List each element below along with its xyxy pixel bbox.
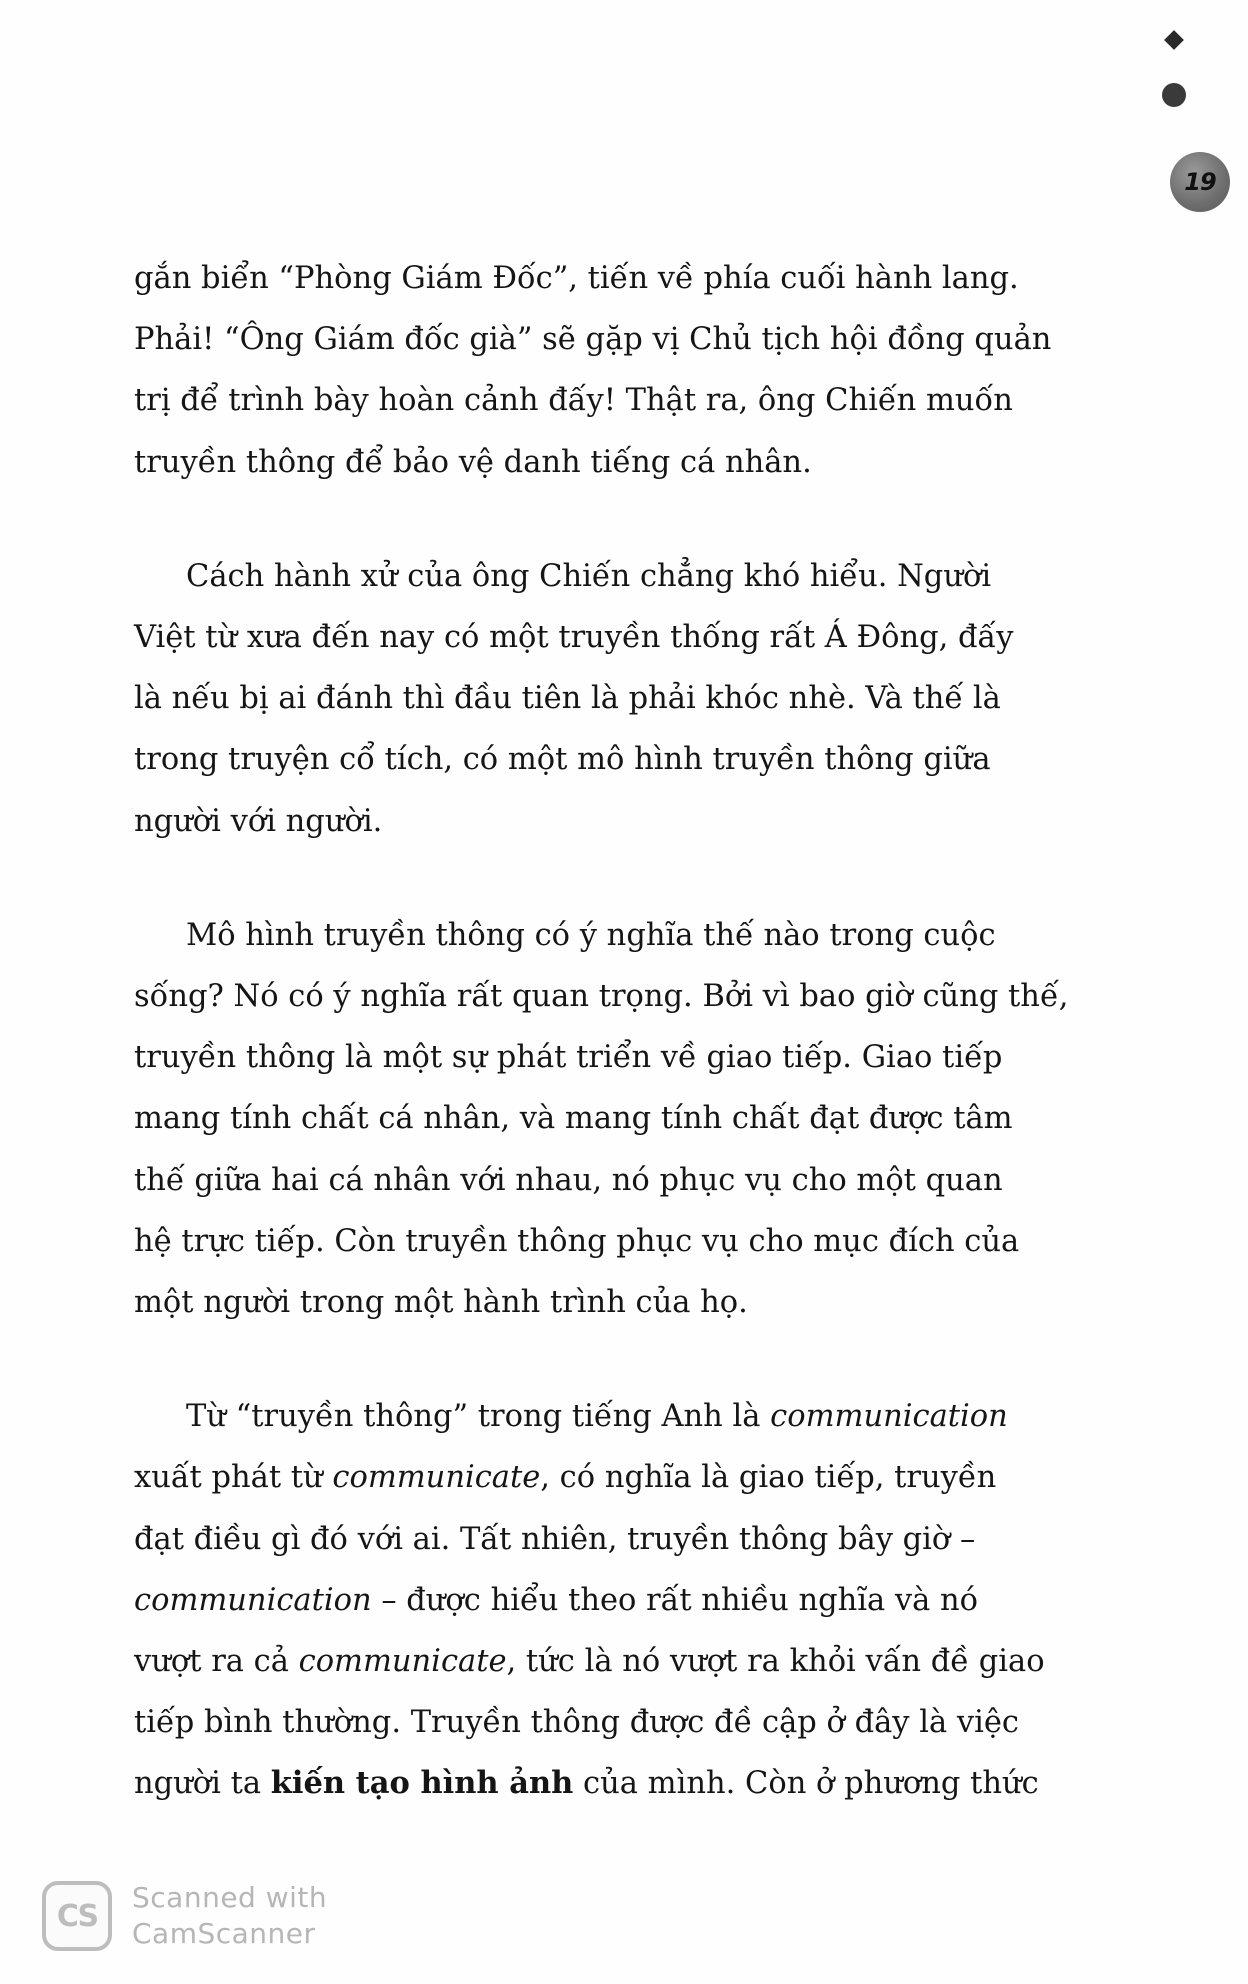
italic-term: communicate (298, 1644, 507, 1680)
italic-term: communicate (332, 1460, 541, 1496)
text-line: sống? Nó có ý nghĩa rất quan trọng. Bởi vì bao giờ cũng thế, (134, 979, 1069, 1015)
text-run: , tức là nó vượt ra khỏi vấn đề giao (506, 1644, 1045, 1680)
text-run: người ta (134, 1766, 271, 1802)
text-run: của mình. Còn ở phương thức (573, 1766, 1039, 1802)
page-number-badge (1170, 152, 1230, 212)
margin-ornament (1144, 25, 1204, 107)
camscanner-logo-icon: CS (42, 1881, 112, 1951)
text-line: Phải! “Ông Giám đốc già” sẽ gặp vị Chủ tịch hội đồng quản (134, 322, 1052, 358)
text-line: gắn biển “Phòng Giám Đốc”, tiến về phía cuối hành lang. (134, 261, 1019, 296)
text-line: Việt từ xưa đến nay có một truyền thống rất Á Đông, đấy (134, 620, 1014, 656)
text-line (134, 1570, 1060, 1631)
paragraph-1 (134, 248, 1060, 493)
watermark-text (132, 1880, 327, 1952)
camscanner-watermark (42, 1880, 327, 1952)
paragraph-3 (134, 905, 1069, 1333)
text-line (134, 1631, 1060, 1692)
text-line: truyền thông để bảo vệ danh tiếng cá nhân. (134, 444, 812, 480)
text-line: truyền thông là một sự phát triển về giao tiếp. Giao tiếp (134, 1040, 1003, 1076)
diamond-icon (1164, 30, 1184, 50)
text-line: hệ trực tiếp. Còn truyền thông phục vụ cho mục đích của (134, 1223, 1020, 1259)
text-line (134, 1447, 1060, 1508)
page-number: 19 (1184, 168, 1216, 196)
text-run: Từ “truyền thông” trong tiếng Anh là (186, 1399, 771, 1435)
text-line (134, 1753, 1060, 1814)
text-line (134, 1386, 1060, 1447)
italic-term: communication (770, 1399, 1008, 1435)
text-line: trị để trình bày hoàn cảnh đấy! Thật ra, ông Chiến muốn (134, 383, 1013, 419)
paragraph-2 (134, 546, 1060, 852)
watermark-line-2: CamScanner (132, 1917, 316, 1950)
text-line: tiếp bình thường. Truyền thông được đề cập ở đây là việc (134, 1705, 1019, 1741)
text-run: xuất phát từ (134, 1460, 333, 1496)
text-line: Mô hình truyền thông có ý nghĩa thế nào trong cuộc (186, 917, 996, 953)
bold-term: kiến tạo hình ảnh (270, 1765, 574, 1802)
text-run: – được hiểu theo rất nhiều nghĩa và nó (371, 1582, 979, 1618)
watermark-line-1: Scanned with (132, 1881, 328, 1914)
text-run: vượt ra cả (134, 1644, 299, 1680)
italic-term: communication (134, 1582, 372, 1618)
text-run: , có nghĩa là giao tiếp, truyền (540, 1460, 997, 1496)
text-line: trong truyện cổ tích, có một mô hình truyền thông giữa (134, 742, 991, 778)
paragraph-4 (134, 1386, 1060, 1814)
text-line: đạt điều gì đó với ai. Tất nhiên, truyền thông bây giờ – (134, 1521, 976, 1557)
text-line: là nếu bị ai đánh thì đầu tiên là phải khóc nhè. Và thế là (134, 681, 1001, 717)
text-line: người với người. (134, 803, 383, 839)
page-body (134, 248, 1069, 1815)
text-line: một người trong một hành trình của họ. (134, 1285, 748, 1321)
dot-icon (1162, 83, 1186, 107)
text-line: Cách hành xử của ông Chiến chẳng khó hiểu. Người (186, 558, 992, 594)
text-line: mang tính chất cá nhân, và mang tính chất đạt được tâm (134, 1101, 1013, 1137)
text-line: thế giữa hai cá nhân với nhau, nó phục vụ cho một quan (134, 1162, 1003, 1198)
